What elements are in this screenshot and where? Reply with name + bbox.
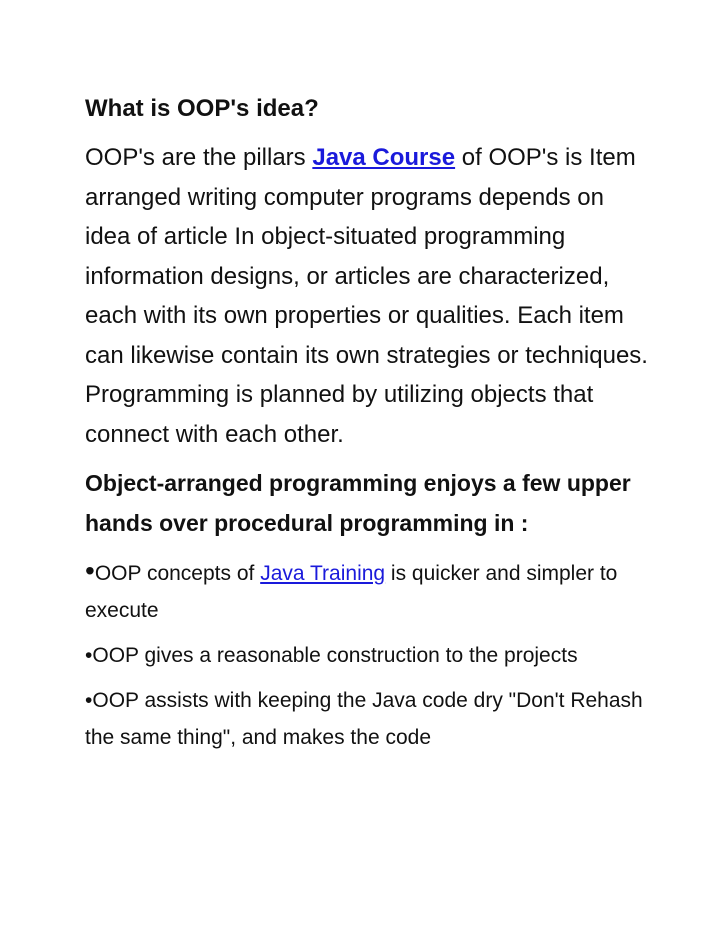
list-item-text: OOP assists with keeping the Java code dry "Don't Rehash the same thing", and makes the code xyxy=(85,689,643,749)
list-item xyxy=(85,682,655,756)
bullet-icon: • xyxy=(85,689,93,712)
list-item-text-start: OOP concepts of xyxy=(94,562,261,585)
document-page xyxy=(85,92,655,764)
paragraph-text-rest: of OOP's is Item arranged writing computer programs depends on idea of article In object-situated programming information designs, or articles are characterized, each with its own properties or qualities. Each item can likewise contain its own strategies or techniques. Programming is planned by utilizing objects that connect with each other. xyxy=(85,144,648,448)
java-course-link[interactable]: Java Course xyxy=(312,144,456,171)
java-training-link[interactable]: Java Training xyxy=(260,562,386,585)
list-item-text: OOP gives a reasonable construction to the projects xyxy=(92,644,578,667)
paragraph-oop-intro xyxy=(85,138,655,454)
list-item xyxy=(85,555,655,629)
bullet-icon: • xyxy=(85,644,93,667)
list-item-text-rest: is quicker and simpler to execute xyxy=(85,562,618,622)
list-item xyxy=(85,637,655,674)
heading-oop-idea: What is OOP's idea? xyxy=(85,95,319,122)
advantages-list xyxy=(85,555,655,756)
paragraph-text-start: OOP's are the pillars xyxy=(85,144,313,171)
bullet-icon: • xyxy=(85,555,95,586)
heading-advantages: Object-arranged programming enjoys a few upper hands over procedural programming in : xyxy=(85,470,631,536)
